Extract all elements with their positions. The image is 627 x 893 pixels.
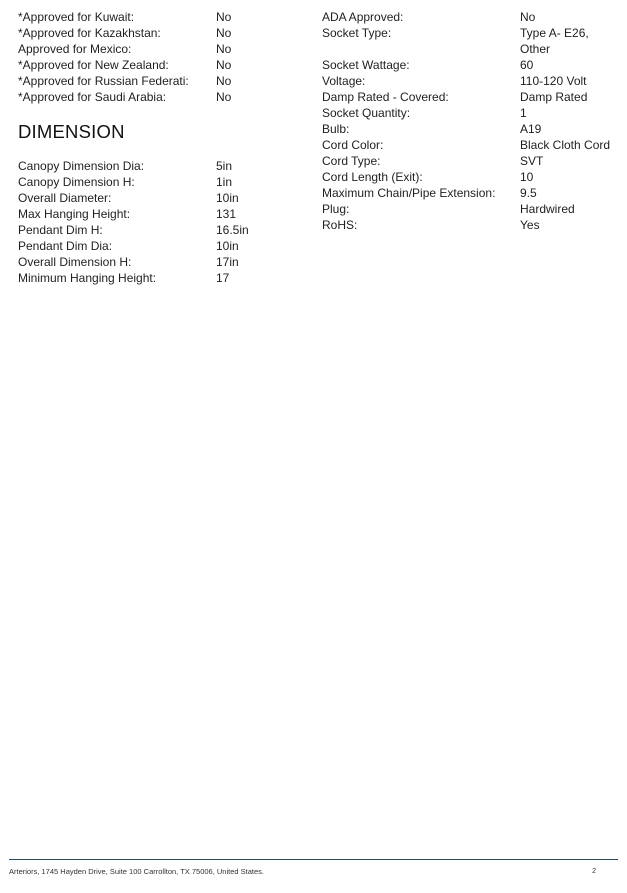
dimension-row [18,270,308,286]
dimension-value: 16.5in [216,223,249,237]
spec-row [18,73,308,89]
dimension-row [18,158,308,174]
right-column [322,0,622,233]
spec-label: Voltage: [322,74,366,88]
dimension-row [18,238,308,254]
dimension-heading: DIMENSION [18,121,125,142]
spec-label: ADA Approved: [322,10,404,24]
spec-row [322,73,622,89]
spec-row [18,25,308,41]
spec-row [322,89,622,105]
dimension-label: Canopy Dimension Dia: [18,159,145,173]
spec-value: Damp Rated [520,90,588,104]
spec-label: *Approved for Russian Federati: [18,74,189,88]
spec-label: Socket Type: [322,26,392,40]
dimension-label: Canopy Dimension H: [18,175,135,189]
spec-value: No [216,74,232,88]
dimension-value: 17in [216,255,239,269]
dimension-label: Overall Dimension H: [18,255,132,269]
dimension-row [18,254,308,270]
spec-row [322,185,622,201]
dimension-row [18,190,308,206]
spec-value: No [216,26,232,40]
spec-value: No [520,10,536,24]
spec-value: No [216,10,232,24]
spec-row [322,9,622,25]
spec-label: Damp Rated - Covered: [322,90,449,104]
spec-label: *Approved for Kuwait: [18,10,135,24]
dimension-value: 131 [216,207,237,221]
spec-label: *Approved for Kazakhstan: [18,26,161,40]
spec-value: Hardwired [520,202,575,216]
dimension-label: Max Hanging Height: [18,207,131,221]
page-footer [9,859,618,877]
spec-value: SVT [520,154,544,168]
spec-label: Socket Wattage: [322,58,410,72]
spec-row [18,41,308,57]
spec-row [18,89,308,105]
approvals-list [18,0,308,105]
dimension-row [18,174,308,190]
spec-label: Cord Length (Exit): [322,170,423,184]
spec-row [322,153,622,169]
spec-label: RoHS: [322,218,358,232]
spec-row [322,169,622,185]
spec-value: No [216,58,232,72]
spec-label: *Approved for New Zealand: [18,58,169,72]
spec-row [322,217,622,233]
spec-label: Bulb: [322,122,350,136]
dimension-value: 10in [216,191,239,205]
dimension-label: Overall Diameter: [18,191,112,205]
spec-value: 1 [520,106,527,120]
dimension-value: 17 [216,271,230,285]
spec-row [322,105,622,121]
footer-address: Arteriors, 1745 Hayden Drive, Suite 100 Carrollton, TX 75006, United States. [9,867,264,876]
spec-label: Plug: [322,202,350,216]
dimension-label: Pendant Dim Dia: [18,239,113,253]
spec-label: Socket Quantity: [322,106,411,120]
spec-value: 110-120 Volt [520,74,587,88]
dimension-row [18,206,308,222]
dimension-list [18,158,308,286]
specs-list [322,0,622,233]
spec-row [322,201,622,217]
spec-label: Cord Color: [322,138,384,152]
spec-label: Maximum Chain/Pipe Extension: [322,186,496,200]
spec-label: Approved for Mexico: [18,42,132,56]
spec-value: 9.5 [520,186,537,200]
spec-row [322,137,622,153]
page-number: 2 [592,868,596,875]
dimension-value: 1in [216,175,233,189]
spec-value: A19 [520,122,542,136]
dimension-value: 10in [216,239,239,253]
spec-label: *Approved for Saudi Arabia: [18,90,167,104]
spec-row [18,57,308,73]
spec-row [322,57,622,73]
spec-row [322,25,622,57]
dimension-value: 5in [216,159,233,173]
dimension-row [18,222,308,238]
left-column [18,0,308,286]
spec-row [18,9,308,25]
spec-label: Cord Type: [322,154,381,168]
dimension-label: Pendant Dim H: [18,223,103,237]
spec-value: No [216,42,232,56]
spec-value: Type A- E26, Other [520,26,589,56]
spec-value: 10 [520,170,534,184]
spec-value: Black Cloth Cord [520,138,611,152]
dimension-label: Minimum Hanging Height: [18,271,157,285]
spec-value: Yes [520,218,540,232]
spec-value: 60 [520,58,534,72]
spec-row [322,121,622,137]
spec-value: No [216,90,232,104]
